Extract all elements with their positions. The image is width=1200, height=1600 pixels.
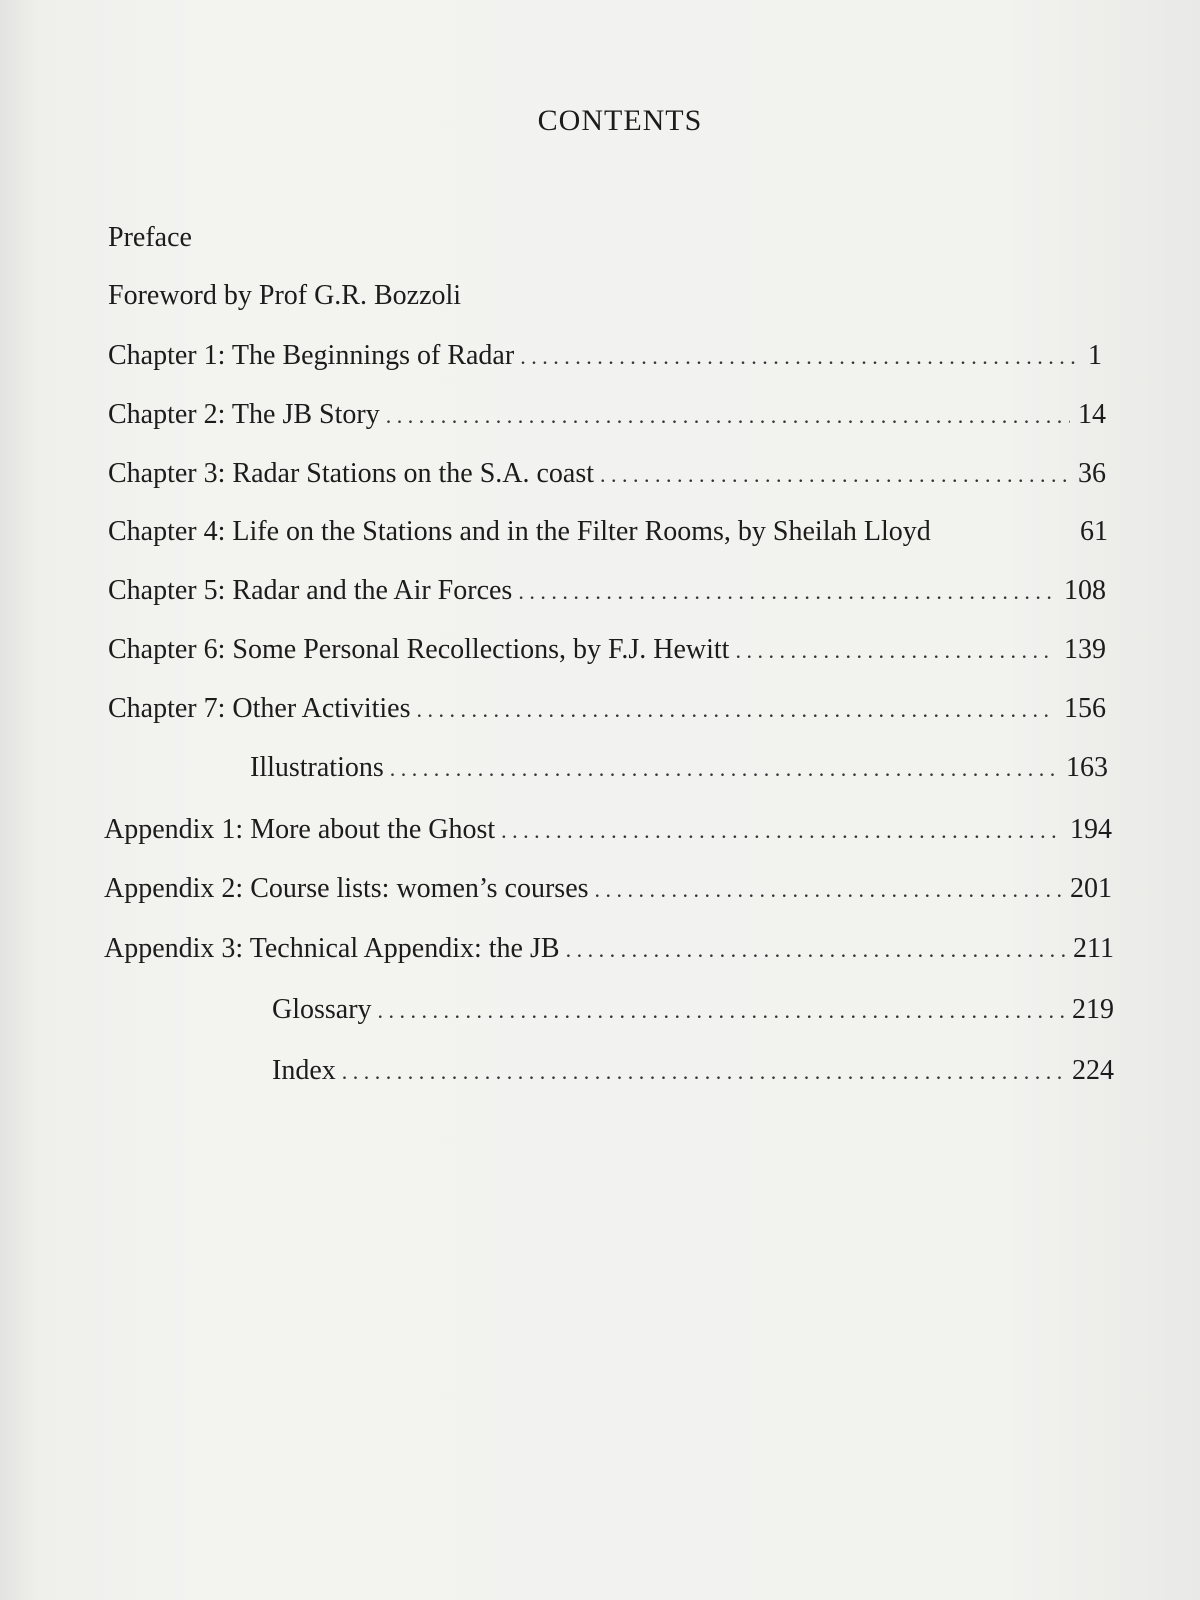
toc-page-number: 219 [1072, 994, 1114, 1025]
toc-entry-label: Appendix 2: Course lists: women’s courses [104, 873, 589, 904]
page-title: CONTENTS [537, 104, 703, 137]
dot-leader [501, 811, 1062, 851]
toc-entry-label: Glossary [272, 994, 372, 1025]
dot-leader [417, 690, 1057, 730]
dot-leader [735, 631, 1056, 671]
dot-leader [520, 337, 1080, 377]
dot-leader [378, 991, 1064, 1031]
dot-leader [595, 870, 1062, 910]
toc-entry-foreword [108, 276, 1108, 316]
toc-entry-label: Appendix 3: Technical Appendix: the JB [104, 933, 560, 964]
dot-leader [342, 1052, 1064, 1092]
toc-page-number: 211 [1073, 933, 1114, 964]
toc-entry-chapter-1 [108, 336, 1102, 376]
toc-entry-label: Chapter 5: Radar and the Air Forces [108, 575, 513, 606]
toc-entry-label: Appendix 1: More about the Ghost [104, 814, 496, 845]
toc-entry-chapter-5 [108, 571, 1106, 611]
toc-entry-label: Chapter 6: Some Personal Recollections, by F.J. Hewitt [108, 634, 730, 665]
toc-entry-chapter-7 [108, 689, 1106, 729]
toc-entry-label: Index [272, 1055, 336, 1086]
toc-page-number: 163 [1066, 752, 1108, 783]
toc-entry-appendix-2 [104, 869, 1112, 909]
toc-entry-index [272, 1051, 1114, 1091]
toc-page-number: 156 [1064, 693, 1106, 724]
toc-entry-label: Illustrations [250, 752, 384, 783]
toc-entry-label: Chapter 7: Other Activities [108, 693, 411, 724]
toc-page-number: 36 [1078, 458, 1106, 489]
dot-leader [600, 455, 1070, 495]
toc-page-number: 224 [1072, 1055, 1114, 1086]
toc-page-number: 61 [1080, 516, 1108, 547]
toc-entry-label: Foreword by Prof G.R. Bozzoli [108, 280, 462, 311]
toc-page-number: 14 [1078, 399, 1106, 430]
toc-entry-label: Preface [108, 222, 192, 253]
toc-entry-label: Chapter 4: Life on the Stations and in the Filter Rooms, by Sheilah Lloyd [108, 516, 931, 547]
toc-entry-chapter-2 [108, 395, 1106, 435]
toc-entry-appendix-1 [104, 810, 1112, 850]
toc-page-number: 194 [1070, 814, 1112, 845]
toc-page-number: 108 [1064, 575, 1106, 606]
toc-entry-preface [108, 218, 1108, 258]
toc-entry-illustrations [250, 748, 1108, 788]
toc-entry-appendix-3 [104, 929, 1114, 969]
dot-leader [390, 749, 1058, 789]
toc-entry-glossary [272, 990, 1114, 1030]
toc-entry-chapter-4 [108, 512, 1108, 552]
toc-entry-label: Chapter 3: Radar Stations on the S.A. coast [108, 458, 595, 489]
toc-page-number: 201 [1070, 873, 1112, 904]
toc-entry-label: Chapter 2: The JB Story [108, 399, 380, 430]
dot-leader [518, 572, 1056, 612]
dot-leader [386, 396, 1070, 436]
toc-entry-label: Chapter 1: The Beginnings of Radar [108, 340, 515, 371]
toc-page-number: 139 [1064, 634, 1106, 665]
toc-entry-chapter-3 [108, 454, 1106, 494]
toc-page-number: 1 [1088, 340, 1102, 371]
dot-leader [566, 930, 1065, 970]
toc-entry-chapter-6 [108, 630, 1106, 670]
